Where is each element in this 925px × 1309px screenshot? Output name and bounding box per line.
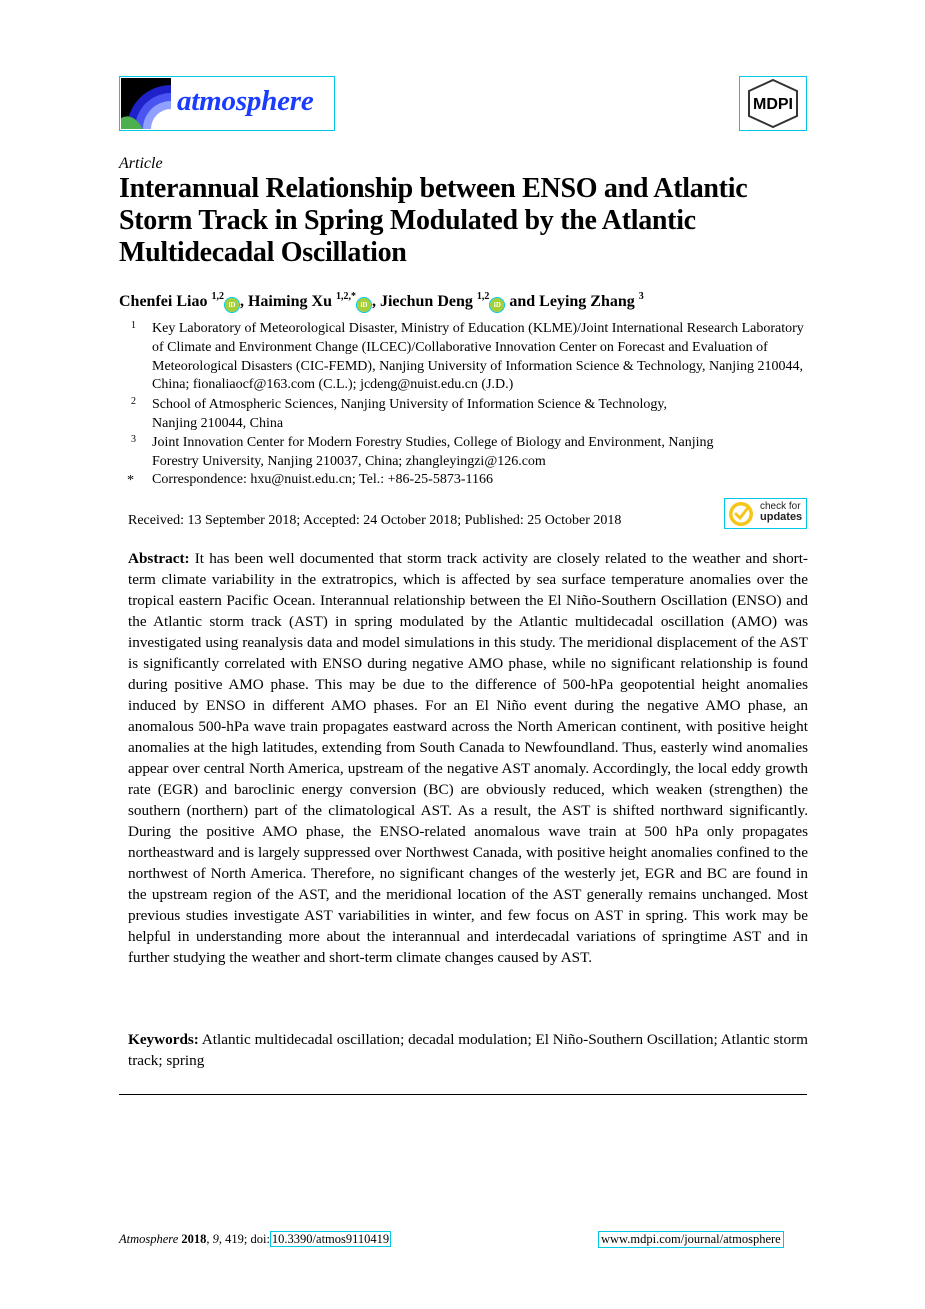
keywords-text: Atlantic multidecadal oscillation; decadal modulation; El Niño-Southern Oscillation; Atlantic storm track; spring <box>128 1031 808 1069</box>
author-separator: , <box>371 293 380 310</box>
author-name: Jiechun Deng <box>379 293 473 310</box>
publication-dates: Received: 13 September 2018; Accepted: 24 October 2018; Published: 25 October 2018 <box>128 513 622 528</box>
abstract-text: It has been well documented that storm track activity are closely related to the weather and short-term climate variability in the extratropics, which is affected by sea surface temperature anomalies over the tropical eastern Pacific Ocean. Interannual relationship between the El Niño-Southern Oscillation (ENSO) and the Atlantic storm track (AST) in spring modulated by the Atlantic multidecadal oscillation (AMO) was investigated using reanalysis data and model simulations in this study. The meridional displacement of the AST is significantly correlated with ENSO during negative AMO phase, while no significant relationship is found during positive AMO phase. This may be due to the difference of 500-hPa geopotential height anomalies induced by ENSO in different AMO phases. For an El Niño event during the negative AMO phase, an anomalous 500-hPa wave train propagates eastward across the North American continent, with positive height anomalies at the high latitudes, extending from South Canada to Newfoundland. Thus, easterly wind anomalies appear over central North America, upstream of the negative AST anomaly. Accordingly, the local eddy growth rate (EGR) and baroclinic energy conversion (BC) are obviously reduced, which weaken (strengthen) the southern (northern) part of the climatological AST. As a result, the AST is shifted northward significantly. During the positive AMO phase, the ENSO-related anomalous wave train at 500 hPa only propagates northeastward and is largely suppressed over Northwest Canada, with positive height anomalies confined to the northwest of North America. Therefore, no significant changes of the westerly jet, EGR and BC are found in the upstream region of the AST, and the meridional location of the AST generally remains unchanged. Most previous studies investigate AST variabilities in winter, and few focus on AST in spring. This work may be helpful in understanding more about the interannual and interdecadal variations of springtime AST and in further studying the weather and short-term climate changes caused by AST. <box>128 550 808 966</box>
author-name: Leying Zhang <box>539 293 635 310</box>
author-affiliation-marker: 1,2,* <box>335 291 356 302</box>
check-for-updates-button[interactable] <box>724 498 807 529</box>
article-title: Interannual Relationship between ENSO and Atlantic Storm Track in Spring Modulated by the Atlantic Multidecadal Oscillation <box>119 173 748 268</box>
author-separator: and <box>505 293 540 310</box>
section-divider <box>119 1094 807 1095</box>
orcid-icon[interactable]: iD <box>357 298 371 312</box>
orcid-icon[interactable]: iD <box>225 298 239 312</box>
affiliation-number: 1 <box>131 320 136 331</box>
article-type: Article <box>119 155 163 172</box>
orcid-icon[interactable]: iD <box>490 298 504 312</box>
doi-link[interactable]: 10.3390/atmos9110419 <box>271 1232 390 1246</box>
journal-name: atmosphere <box>177 85 314 117</box>
author-list <box>119 291 644 312</box>
footer-journal: Atmosphere <box>119 1232 179 1246</box>
affiliation-text: Joint Innovation Center for Modern Forestry Studies, College of Biology and Environment, Nanjing Forestry University, Nanjing 210037, China; zhangleyingzi@126.com <box>152 435 714 469</box>
affiliation-number: 2 <box>131 396 136 407</box>
affiliation-text: Key Laboratory of Meteorological Disaster, Ministry of Education (KLME)/Joint International Research Laboratory of Climate and Environment Change (ILCEC)/Collaborative Innovation Center on Forecast and Evaluation of Meteorological Disasters (CIC-FEMD), Nanjing University of Information Science & Technology, Nanjing 210044, China; fionaliaocf@163.com (C.L.); jcdeng@nuist.edu.cn (J.D.) <box>152 321 804 393</box>
author-affiliation-marker: 3 <box>638 291 644 302</box>
journal-emblem-icon <box>121 78 171 129</box>
footer-citation: Atmosphere 2018, 9, 419; doi: 10.3390/atmos9110419 <box>119 1232 390 1246</box>
affiliation-text: Correspondence: hxu@nuist.edu.cn; Tel.: +86-25-5873-1166 <box>152 472 493 487</box>
abstract <box>128 548 808 968</box>
footer-year: 2018 <box>181 1232 207 1246</box>
footer-volume: 9 <box>212 1232 219 1246</box>
journal-url-link[interactable]: www.mdpi.com/journal/atmosphere <box>598 1231 784 1248</box>
author-name: Haiming Xu <box>247 293 332 310</box>
affiliation-number: * <box>127 473 134 488</box>
affiliation-number: 3 <box>131 434 136 445</box>
mdpi-logo-icon <box>740 77 806 130</box>
author-name: Chenfei Liao <box>119 293 208 310</box>
publisher-logo[interactable] <box>739 76 807 131</box>
check-updates-line2: updates <box>760 511 803 523</box>
journal-logo[interactable] <box>119 76 335 131</box>
affiliation-text: School of Atmospheric Sciences, Nanjing University of Information Science & Technology, Nanjing 210044, China <box>152 397 667 431</box>
keywords-label: Keywords: <box>128 1031 199 1048</box>
author-affiliation-marker: 1,2 <box>211 291 224 302</box>
abstract-label: Abstract: <box>128 550 190 567</box>
keywords <box>128 1029 808 1071</box>
author-affiliation-marker: 1,2 <box>476 291 490 302</box>
publisher-logo-text: MDPI <box>753 96 793 113</box>
author-separator: , <box>239 293 248 310</box>
check-badge-icon <box>727 500 755 528</box>
footer-page: , 419; doi: <box>218 1232 270 1246</box>
check-updates-line1: check for <box>760 501 801 512</box>
